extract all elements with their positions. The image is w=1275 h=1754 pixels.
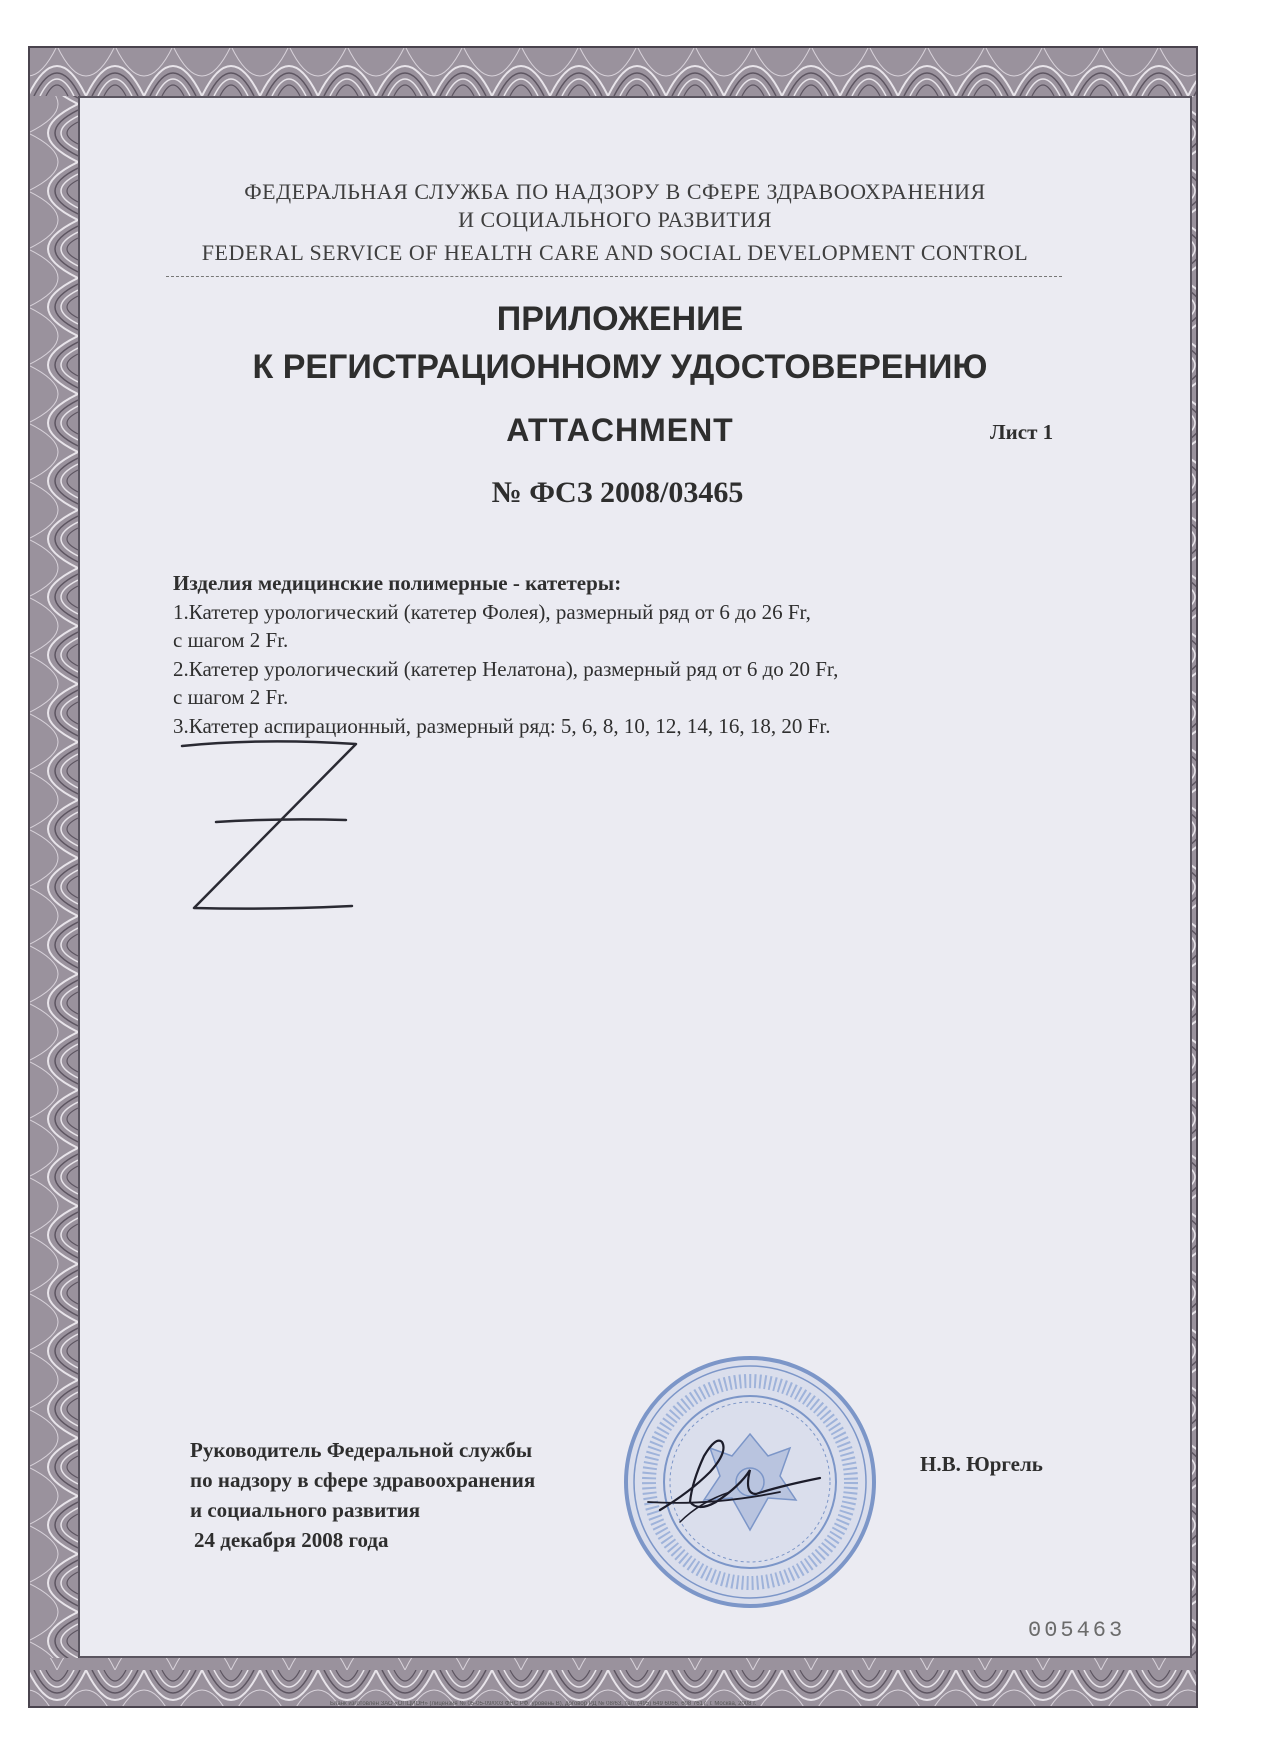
- signature-date: 24 декабря 2008 года: [194, 1528, 389, 1552]
- handwritten-signature: [620, 1352, 880, 1612]
- registration-number: № ФСЗ 2008/03465: [491, 476, 744, 509]
- product-line: 1.Катетер урологический (катетер Фолея), размерный ряд от 6 до 26 Fr,: [173, 599, 811, 624]
- title-line-2: К РЕГИСТРАЦИОННОМУ УДОСТОВЕРЕНИЮ: [252, 348, 988, 386]
- product-line: с шагом 2 Fr.: [173, 628, 289, 652]
- issuer-header-ru: [0, 178, 1230, 234]
- signatory-title-line: Руководитель Федеральной службы: [190, 1438, 533, 1462]
- signatory-title-line: по надзору в сфере здравоохранения: [190, 1468, 536, 1492]
- issuer-header-en: FEDERAL SERVICE OF HEALTH CARE AND SOCIAL DEVELOPMENT CONTROL: [201, 240, 1029, 265]
- product-list: [173, 569, 1033, 740]
- product-line: с шагом 2 Fr.: [173, 685, 289, 709]
- signatory-block: [190, 1435, 535, 1555]
- header-divider: [166, 276, 1062, 277]
- printer-imprint: Бланк изготовлен ЗАО «ОПЦИОН» (лицензия № 05-05-09/003 ФНС РФ, уровень В), договор РД № 08/63, тел. (495) 649 6066, 608 7617, г. Москва, 2008 г.: [330, 1701, 757, 1707]
- issuer-line-2: И СОЦИАЛЬНОГО РАЗВИТИЯ: [458, 207, 772, 232]
- title-line-3: ATTACHMENT: [506, 412, 734, 448]
- signatory-name: Н.В. Юргель: [920, 1452, 1043, 1476]
- form-serial-number: 005463: [1028, 1618, 1126, 1643]
- product-line: 2.Катетер урологический (катетер Нелатона), размерный ряд от 6 до 20 Fr,: [173, 656, 839, 681]
- sheet-number: Лист 1: [990, 420, 1054, 444]
- signatory-title-line: и социального развития: [190, 1498, 421, 1522]
- title-line-1: ПРИЛОЖЕНИЕ: [496, 300, 744, 338]
- issuer-line-1: ФЕДЕРАЛЬНАЯ СЛУЖБА ПО НАДЗОРУ В СФЕРЕ ЗДРАВООХРАНЕНИЯ: [244, 179, 986, 204]
- z-strikethrough-mark: [180, 740, 370, 920]
- product-list-heading: Изделия медицинские полимерные - катетеры:: [173, 571, 622, 595]
- product-line: 3.Катетер аспирационный, размерный ряд: 5, 6, 8, 10, 12, 14, 16, 18, 20 Fr.: [173, 713, 831, 738]
